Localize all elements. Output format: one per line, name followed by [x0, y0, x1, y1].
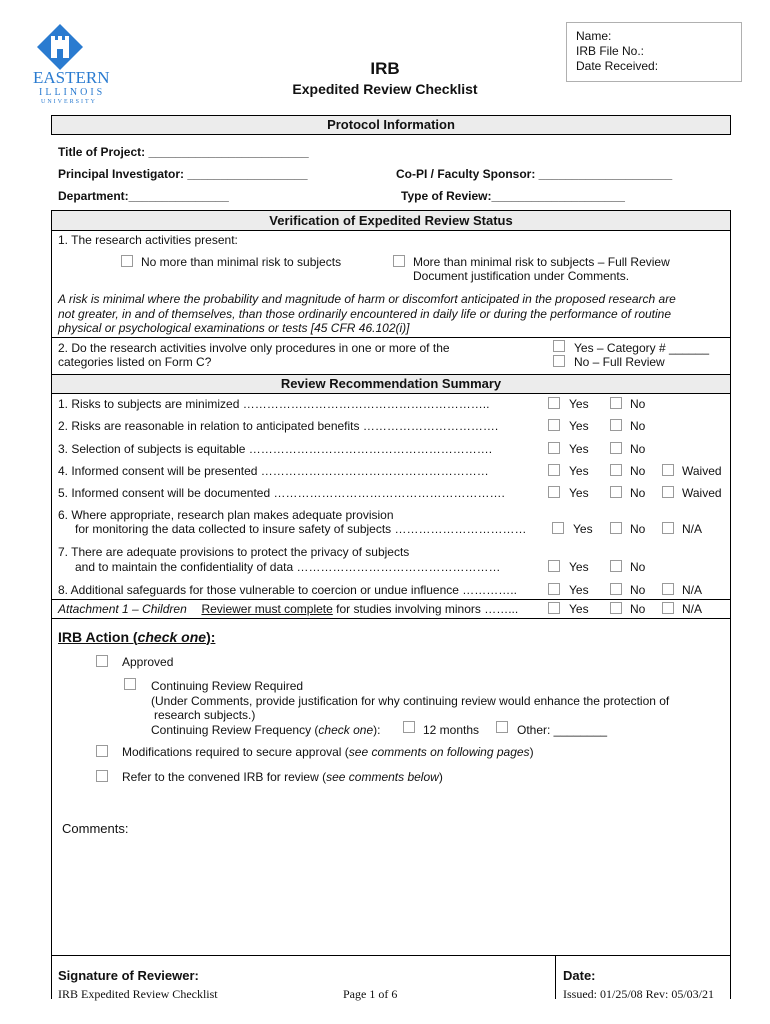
item2-yes-label: Yes	[569, 419, 589, 433]
approved-checkbox[interactable]	[96, 655, 108, 667]
footer-page: Page 1 of 6	[343, 987, 398, 1001]
logo-word-eastern: EASTERN	[33, 68, 110, 87]
irb-action-heading-a: IRB Action (	[58, 629, 138, 645]
item7-no-label: No	[630, 560, 646, 574]
item6-yes-label: Yes	[573, 522, 593, 536]
item8-na-checkbox[interactable]	[662, 583, 674, 595]
summary-item-1: 1. Risks to subjects are minimized ……………………………………………………..	[58, 397, 490, 411]
other-frequency-label: Other: ________	[517, 723, 608, 737]
item1-no-label: No	[630, 397, 646, 411]
modifications-a: Modifications required to secure approval (	[122, 745, 349, 759]
info-name: Name:	[576, 29, 612, 43]
summary-item-6a: 6. Where appropriate, research plan makes adequate provision	[58, 508, 394, 522]
continuing-review-checkbox[interactable]	[124, 678, 136, 690]
footer-right: Issued: 01/25/08 Rev: 05/03/21	[563, 987, 714, 1001]
divider-action	[51, 618, 731, 619]
q1-text: 1. The research activities present:	[58, 233, 238, 247]
modifications-checkbox[interactable]	[96, 745, 108, 757]
item8-no-label: No	[630, 583, 646, 597]
modifications-label	[122, 745, 534, 759]
irb-action-heading	[58, 629, 215, 645]
reviewer-must-complete: Reviewer must complete	[201, 602, 333, 616]
item8-yes-checkbox[interactable]	[548, 583, 560, 595]
item4-no-label: No	[630, 464, 646, 478]
attach-no-label: No	[630, 602, 646, 616]
divider-attachment	[51, 599, 731, 600]
more-than-minimal-label: More than minimal risk to subjects – Full Review	[413, 255, 670, 269]
item4-yes-checkbox[interactable]	[548, 464, 560, 476]
continuing-review-frequency	[151, 723, 380, 737]
item5-yes-label: Yes	[569, 486, 589, 500]
comments-label: Comments:	[62, 821, 129, 836]
approved-label: Approved	[122, 655, 174, 669]
q2-no-label: No – Full Review	[574, 355, 665, 369]
summary-item-7a: 7. There are adequate provisions to protect the privacy of subjects	[58, 545, 410, 559]
summary-heading-text: Review Recommendation Summary	[280, 376, 502, 391]
refer-c: )	[438, 770, 443, 784]
project-title-field: Title of Project: ________________________	[58, 145, 309, 159]
more-than-minimal-checkbox[interactable]	[393, 255, 405, 267]
item8-na-label: N/A	[682, 583, 703, 597]
item5-waived-checkbox[interactable]	[662, 486, 674, 498]
summary-heading	[51, 374, 731, 394]
refer-a: Refer to the convened IRB for review (	[122, 770, 327, 784]
verification-heading	[51, 210, 731, 231]
attachment-row	[58, 602, 518, 616]
item5-no-label: No	[630, 486, 646, 500]
signature-label: Signature of Reviewer:	[58, 968, 199, 983]
item4-waived-checkbox[interactable]	[662, 464, 674, 476]
protocol-heading-text: Protocol Information	[327, 117, 455, 132]
modifications-b: see comments on following pages	[348, 745, 530, 759]
minimal-risk-definition-3: physical or psychological examinations or tests [45 CFR 46.102(i)]	[58, 321, 410, 335]
summary-item-4: 4. Informed consent will be presented …………………………………………………	[58, 464, 489, 478]
attach-na-checkbox[interactable]	[662, 602, 674, 614]
item3-no-checkbox[interactable]	[610, 442, 622, 454]
irb-action-heading-b: check one	[137, 629, 207, 645]
item7-yes-checkbox[interactable]	[548, 560, 560, 572]
item1-no-checkbox[interactable]	[610, 397, 622, 409]
divider-signature	[51, 955, 731, 956]
copi-field: Co-PI / Faculty Sponsor: ____________________	[396, 167, 673, 181]
refer-irb-checkbox[interactable]	[96, 770, 108, 782]
refer-b: see comments below	[326, 770, 439, 784]
item2-no-checkbox[interactable]	[610, 419, 622, 431]
summary-item-5: 5. Informed consent will be documented ………………………………………………….	[58, 486, 505, 500]
footer-left: IRB Expedited Review Checklist	[58, 987, 218, 1001]
attachment-title: Attachment 1 – Children	[58, 602, 187, 616]
department-field: Department:_______________	[58, 189, 229, 203]
q2-text-1: 2. Do the research activities involve only procedures in one or more of the	[58, 341, 450, 355]
item6-no-checkbox[interactable]	[610, 522, 622, 534]
minimal-risk-definition-1: A risk is minimal where the probability and magnitude of harm or discomfort anticipated in the proposed research are	[58, 292, 676, 306]
more-than-minimal-note: Document justification under Comments.	[413, 269, 630, 283]
attach-yes-label: Yes	[569, 602, 589, 616]
info-date-received: Date Received:	[576, 59, 659, 73]
form-border-right	[730, 231, 731, 956]
page-subtitle: Expedited Review Checklist	[292, 81, 478, 97]
minimal-risk-definition-2: not greater, in and of themselves, than those ordinarily encountered in daily life or during the performance of routine	[58, 307, 672, 321]
info-file-no: IRB File No.:	[576, 44, 645, 58]
attachment-note: for studies involving minors ……...	[332, 602, 519, 616]
item6-na-label: N/A	[682, 522, 703, 536]
frequency-label-a: Continuing Review Frequency (	[151, 723, 319, 737]
other-frequency-checkbox[interactable]	[496, 721, 508, 733]
summary-item-3: 3. Selection of subjects is equitable …………………………………………………….	[58, 442, 493, 456]
attach-yes-checkbox[interactable]	[548, 602, 560, 614]
item7-no-checkbox[interactable]	[610, 560, 622, 572]
signature-border-right	[730, 955, 731, 999]
item4-no-checkbox[interactable]	[610, 464, 622, 476]
minimal-risk-label: No more than minimal risk to subjects	[141, 255, 342, 269]
minimal-risk-checkbox[interactable]	[121, 255, 133, 267]
item5-yes-checkbox[interactable]	[548, 486, 560, 498]
item7-yes-label: Yes	[569, 560, 589, 574]
verification-heading-text: Verification of Expedited Review Status	[269, 213, 513, 228]
continuing-review-label: Continuing Review Required	[151, 679, 304, 693]
item8-no-checkbox[interactable]	[610, 583, 622, 595]
divider-q2	[51, 337, 731, 338]
frequency-label-c: ):	[373, 723, 381, 737]
item4-yes-label: Yes	[569, 464, 589, 478]
twelve-months-label: 12 months	[423, 723, 480, 737]
item5-no-checkbox[interactable]	[610, 486, 622, 498]
item1-yes-checkbox[interactable]	[548, 397, 560, 409]
date-label: Date:	[563, 968, 596, 983]
continuing-review-note-1: (Under Comments, provide justification for why continuing review would enhance the protection of	[151, 694, 670, 708]
summary-item-6b: for monitoring the data collected to insure safety of subjects ……………………………	[75, 522, 527, 536]
attach-no-checkbox[interactable]	[610, 602, 622, 614]
item3-no-label: No	[630, 442, 646, 456]
attach-na-label: N/A	[682, 602, 703, 616]
protocol-heading	[51, 115, 731, 135]
page-title: IRB	[370, 59, 400, 78]
modifications-c: )	[529, 745, 534, 759]
logo-word-illinois: ILLINOIS	[39, 87, 106, 98]
refer-irb-label	[122, 770, 443, 784]
summary-item-8: 8. Additional safeguards for those vulnerable to coercion or undue influence …………..	[58, 583, 517, 597]
signature-border-left	[51, 955, 52, 999]
continuing-review-note-2: research subjects.)	[154, 708, 256, 722]
irb-action-heading-c: ):	[206, 629, 216, 645]
summary-item-7b: and to maintain the confidentiality of data ……………………………………………	[75, 560, 501, 574]
twelve-months-checkbox[interactable]	[403, 721, 415, 733]
pi-field: Principal Investigator: __________________	[58, 167, 308, 181]
item2-yes-checkbox[interactable]	[548, 419, 560, 431]
q2-yes-label: Yes – Category # ______	[574, 341, 709, 355]
form-border-left	[51, 231, 52, 956]
item8-yes-label: Yes	[569, 583, 589, 597]
item4-waived-label: Waived	[682, 464, 722, 478]
item6-na-checkbox[interactable]	[662, 522, 674, 534]
item2-no-label: No	[630, 419, 646, 433]
summary-item-2: 2. Risks are reasonable in relation to anticipated benefits …………………………….	[58, 419, 499, 433]
signature-divider	[555, 955, 556, 999]
info-box	[566, 22, 742, 82]
item5-waived-label: Waived	[682, 486, 722, 500]
q2-no-checkbox[interactable]	[553, 355, 565, 367]
q2-text-2: categories listed on Form C?	[58, 355, 212, 369]
frequency-label-b: check one	[318, 723, 374, 737]
review-type-field: Type of Review:____________________	[401, 189, 625, 203]
q2-yes-checkbox[interactable]	[553, 340, 565, 352]
logo-word-university: UNIVERSITY	[41, 99, 97, 105]
item3-yes-label: Yes	[569, 442, 589, 456]
item6-yes-checkbox[interactable]	[552, 522, 564, 534]
item1-yes-label: Yes	[569, 397, 589, 411]
item6-no-label: No	[630, 522, 646, 536]
item3-yes-checkbox[interactable]	[548, 442, 560, 454]
